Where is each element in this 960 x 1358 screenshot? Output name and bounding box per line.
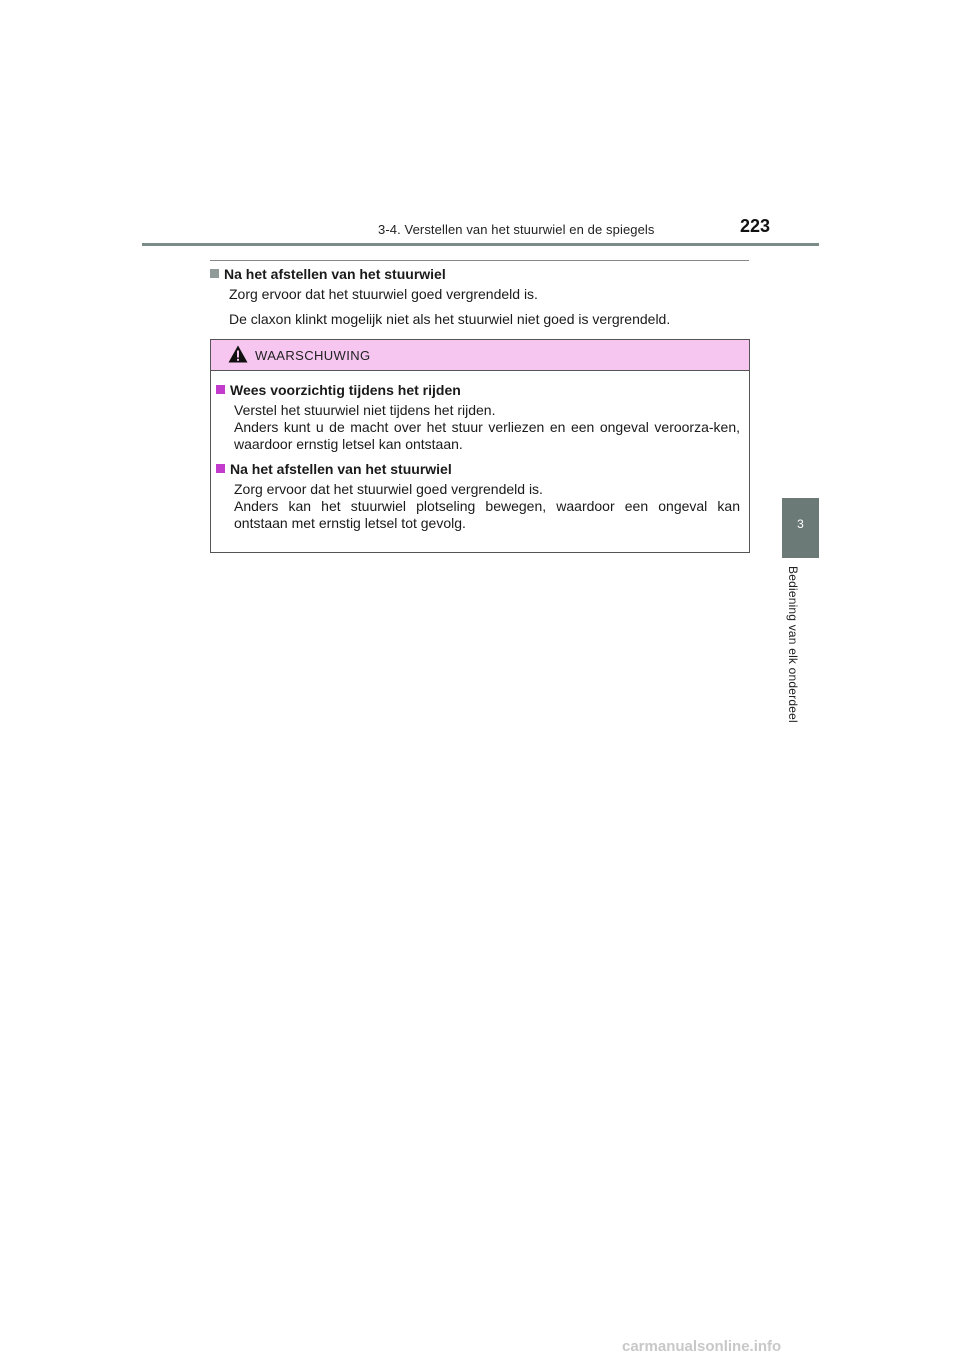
warning-body [211,371,749,532]
section-divider [210,260,749,261]
warning-item-text: Anders kan het stuurwiel plotseling bewegen, waardoor een ongeval kan ontstaan met ernstig letsel tot gevolg. [234,498,740,531]
warning-header [211,340,749,371]
note-heading: Na het afstellen van het stuurwiel [224,266,446,282]
page-header-title: 3-4. Verstellen van het stuurwiel en de spiegels [378,222,655,237]
warning-item-heading: Na het afstellen van het stuurwiel [230,461,452,477]
note-section [210,266,750,328]
warning-triangle-icon [228,345,248,363]
warning-item-text: Zorg ervoor dat het stuurwiel goed vergrendeld is. [234,481,543,497]
warning-item [216,382,740,453]
warning-item [216,461,740,532]
page-number: 223 [740,216,771,236]
note-line: De claxon klinkt mogelijk niet als het stuurwiel niet goed is vergrendeld. [229,311,671,327]
warning-item-heading-row [216,461,740,478]
square-bullet-icon [216,464,225,473]
square-bullet-icon [216,385,225,394]
header-divider [142,243,819,246]
watermark: carmanualsonline.info [622,1338,782,1355]
warning-box [210,339,750,553]
warning-title: WAARSCHUWING [255,348,371,363]
warning-item-heading: Wees voorzichtig tijdens het rijden [230,382,461,398]
chapter-tab: 3 [782,498,819,558]
chapter-tab-label: Bediening van elk onderdeel [786,566,800,723]
warning-item-text: Verstel het stuurwiel niet tijdens het rijden. [234,402,496,418]
square-bullet-icon [210,269,219,278]
note-line: Zorg ervoor dat het stuurwiel goed vergrendeld is. [229,286,538,302]
warning-item-text: Anders kunt u de macht over het stuur verliezen en een ongeval veroorza-ken, waardoor ernstig letsel kan ontstaan. [234,419,740,452]
note-heading-row [210,266,750,283]
warning-item-heading-row [216,382,740,399]
